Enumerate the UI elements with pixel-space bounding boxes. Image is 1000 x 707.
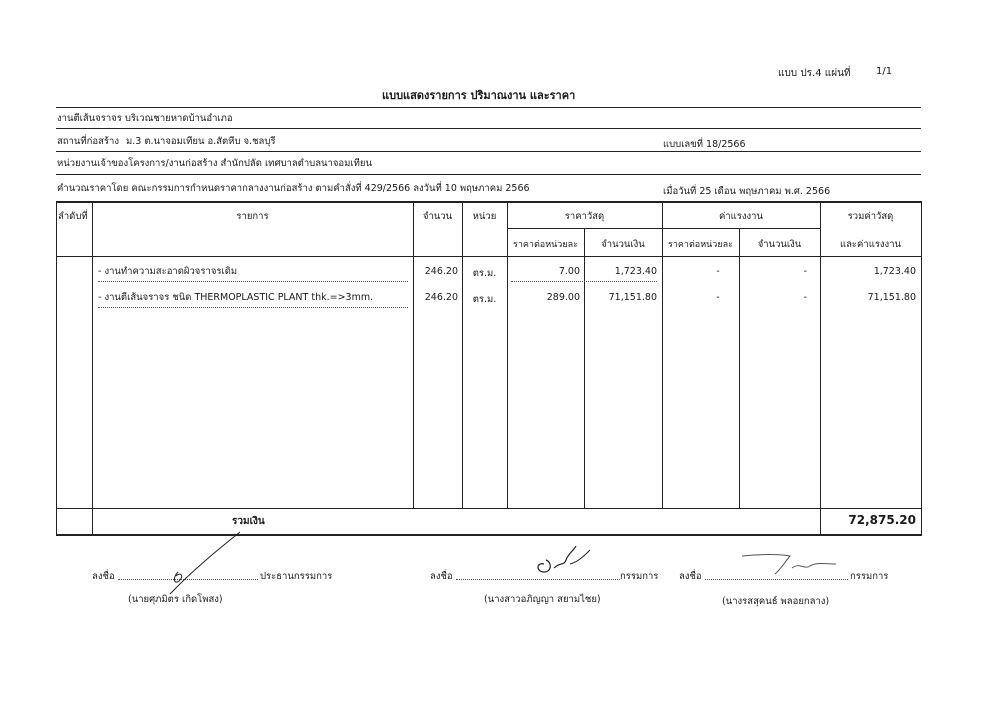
row-lab-unit: - bbox=[716, 292, 720, 303]
row-item: - งานทำความสะอาดผิวจราจรเดิม bbox=[98, 266, 238, 277]
col-border bbox=[921, 201, 922, 535]
row-dotted-line bbox=[511, 281, 657, 282]
row-lab-amount: - bbox=[803, 292, 807, 303]
row-item: - งานตีเส้นจราจร ชนิด THERMOPLASTIC PLANT thk.=>3mm. bbox=[98, 292, 374, 303]
signature-prefix: ลงชื่อ bbox=[430, 571, 453, 582]
row-mat-unit: 7.00 bbox=[558, 266, 580, 277]
header-lab-amount: จำนวนเงิน bbox=[757, 239, 802, 250]
col-border bbox=[92, 201, 93, 535]
header-qty: จำนวน bbox=[422, 211, 453, 222]
header-total-line1: รวมค่าวัสดุ bbox=[847, 211, 894, 222]
table-top-border bbox=[56, 201, 922, 203]
col-border bbox=[413, 201, 414, 509]
header-mat-amount: จำนวนเงิน bbox=[601, 239, 645, 250]
row-mat-amount: 71,151.80 bbox=[608, 292, 657, 303]
row-total: 71,151.80 bbox=[867, 292, 916, 303]
location-label: สถานที่ก่อสร้าง bbox=[57, 136, 119, 147]
signature-role: ประธานกรรมการ bbox=[260, 571, 333, 582]
col-border bbox=[462, 201, 463, 509]
signatory-name: (นางสาวอภิญญา สยามไชย) bbox=[484, 594, 601, 605]
sum-value: 72,875.20 bbox=[848, 513, 916, 527]
calculated-by: คำนวณราคาโดย คณะกรรมการกำหนดราคากลางงานก่อสร้าง ตามคำสั่งที่ 429/2566 ลงวันที่ 10 พฤษภาคม 2566 bbox=[57, 183, 530, 194]
signatory-name: (นางรสสุคนธ์ พลอยกลาง) bbox=[722, 596, 830, 607]
row-mat-unit: 289.00 bbox=[546, 292, 580, 303]
header-unit: หน่วย bbox=[472, 211, 497, 222]
agency: หน่วยงานเจ้าของโครงการ/งานก่อสร้าง สำนักปลัด เทศบาลตำบลนาจอมเทียน bbox=[57, 158, 372, 169]
row-qty: 246.20 bbox=[424, 292, 458, 303]
row-dotted-line bbox=[98, 307, 408, 308]
subheader-divider bbox=[507, 228, 820, 229]
header-total-line2: และค่าแรงงาน bbox=[839, 239, 902, 250]
document-date: เมื่อวันที่ 25 เดือน พฤษภาคม พ.ศ. 2566 bbox=[663, 186, 831, 197]
row-lab-unit: - bbox=[716, 266, 720, 277]
header-item: รายการ bbox=[236, 211, 269, 222]
handwritten-signature bbox=[530, 540, 600, 584]
plan-number: แบบเลขที่ 18/2566 bbox=[663, 139, 746, 150]
col-border bbox=[56, 201, 57, 535]
header-mat-unit-price: ราคาต่อหน่วยละ bbox=[513, 240, 578, 250]
signature-prefix: ลงชื่อ bbox=[92, 571, 115, 582]
location: ม.3 ต.นาจอมเทียน อ.สัตหีบ จ.ชลบุรี bbox=[126, 136, 276, 147]
signature-role: กรรมการ bbox=[850, 571, 889, 582]
row-unit: ตร.ม. bbox=[472, 268, 497, 279]
handwritten-signature bbox=[150, 528, 260, 602]
row-lab-amount: - bbox=[803, 266, 807, 277]
page-title: แบบแสดงรายการ ปริมาณงาน และราคา bbox=[382, 89, 576, 102]
sum-label: รวมเงิน bbox=[232, 516, 265, 527]
divider bbox=[56, 151, 921, 152]
header-material: ราคาวัสดุ bbox=[564, 211, 605, 222]
signature-prefix: ลงชื่อ bbox=[679, 571, 702, 582]
divider bbox=[56, 107, 921, 108]
signatory-name: (นายศุภมิตร เกิดโพสง) bbox=[128, 594, 223, 605]
header-labor: ค่าแรงงาน bbox=[718, 211, 764, 222]
project-name: งานตีเส้นจราจร บริเวณชายหาดบ้านอำเภอ bbox=[57, 113, 233, 124]
row-mat-amount: 1,723.40 bbox=[614, 266, 657, 277]
table-header-bottom bbox=[56, 256, 922, 257]
signature-role: กรรมการ bbox=[620, 571, 659, 582]
header-lab-unit-price: ราคาต่อหน่วยละ bbox=[668, 240, 733, 250]
row-unit: ตร.ม. bbox=[472, 294, 497, 305]
row-qty: 246.20 bbox=[424, 266, 458, 277]
divider bbox=[56, 174, 921, 175]
row-dotted-line bbox=[98, 281, 408, 282]
table-body-bottom bbox=[56, 508, 922, 509]
sheet-number: 1/1 bbox=[876, 66, 893, 77]
handwritten-signature bbox=[730, 550, 840, 584]
row-total: 1,723.40 bbox=[873, 266, 916, 277]
form-code: แบบ ปร.4 แผ่นที่ bbox=[778, 68, 851, 79]
header-no: ลำดับที่ bbox=[58, 211, 88, 222]
divider bbox=[56, 128, 921, 129]
